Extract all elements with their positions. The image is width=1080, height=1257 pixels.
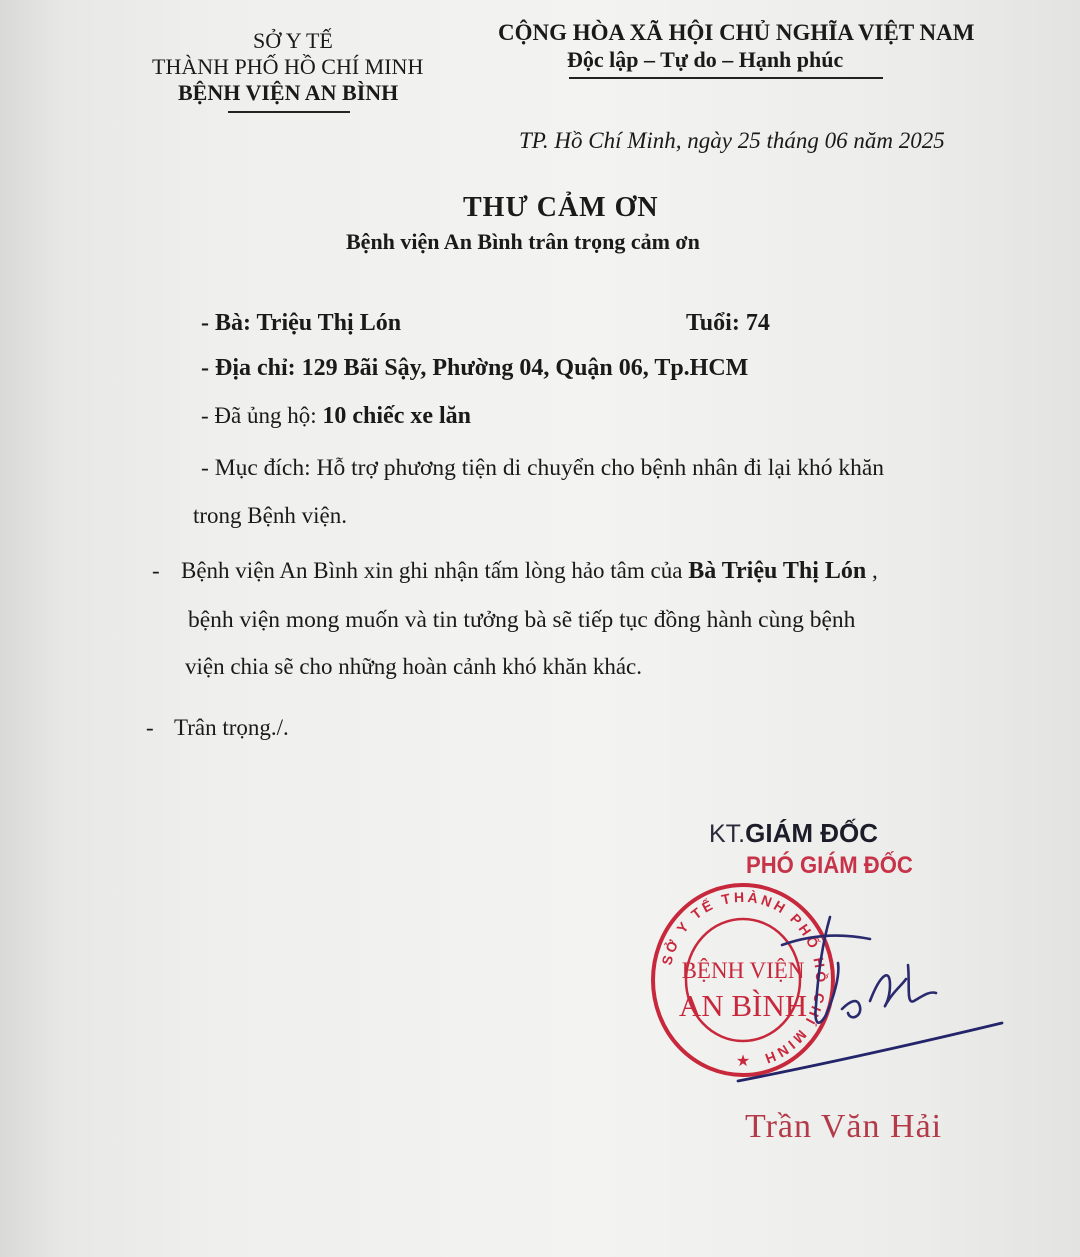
donor-age: Tuổi: 74 <box>686 310 770 336</box>
stamp-center-line-2: AN BÌNH <box>678 988 808 1023</box>
ministry-name: SỞ Y TẾ <box>253 28 333 53</box>
national-motto: Độc lập – Tự do – Hạnh phúc <box>567 47 844 72</box>
city-name: THÀNH PHỐ HỒ CHÍ MINH <box>152 54 424 79</box>
signature-stroke <box>735 1023 1002 1081</box>
ack-line-3: viện chia sẽ cho những hoàn cảnh khó khăn khác. <box>185 654 642 679</box>
purpose-line-2: trong Bệnh viện. <box>193 503 347 528</box>
donation-label: - Đã ủng hộ: <box>201 403 323 428</box>
closing-bullet: - <box>146 715 154 740</box>
ack-line-1-suffix: , <box>866 558 878 583</box>
handwritten-signature <box>730 905 1010 1085</box>
page-title: THƯ CẢM ƠN <box>463 192 659 223</box>
motto-underline <box>569 77 883 79</box>
kt-prefix: KT. <box>709 820 746 848</box>
donor-address: - Địa chỉ: 129 Bãi Sậy, Phường 04, Quận 06, Tp.HCM <box>201 355 749 381</box>
signature-title-line <box>709 818 878 849</box>
page-subtitle: Bệnh viện An Bình trân trọng cảm ơn <box>346 229 700 254</box>
date-line: TP. Hồ Chí Minh, ngày 25 tháng 06 năm 2025 <box>519 128 945 153</box>
ack-line-1-text: Bệnh viện An Bình xin ghi nhận tấm lòng hảo tâm của <box>181 558 689 583</box>
donation-line <box>201 403 471 430</box>
donation-value: 10 chiếc xe lăn <box>322 403 472 429</box>
signature-scribble <box>782 917 936 1023</box>
hospital-name-underline <box>228 111 350 113</box>
donor-name: - Bà: Triệu Thị Lón <box>201 310 402 336</box>
ack-line-2: bệnh viện mong muốn và tin tưởng bà sẽ tiếp tục đồng hành cùng bệnh <box>188 607 856 633</box>
director-title: GIÁM ĐỐC <box>745 818 879 848</box>
purpose-line-1: - Mục đích: Hỗ trợ phương tiện di chuyển cho bệnh nhân đi lại khó khăn <box>201 455 885 481</box>
stamp-star-icon: ★ <box>735 1051 751 1070</box>
ack-bullet: - <box>152 558 160 583</box>
closing-text: Trân trọng./. <box>174 715 289 740</box>
stamp-ring-textpath: SỞ Y TẾ THÀNH PHỐ HỒ CHÍ MINH <box>658 888 830 1068</box>
national-title: CỘNG HÒA XÃ HỘI CHỦ NGHĨA VIỆT NAM <box>498 20 975 45</box>
signer-name: Trần Văn Hải <box>745 1108 943 1145</box>
ack-line-1 <box>181 558 878 585</box>
deputy-director-title: PHÓ GIÁM ĐỐC <box>746 852 913 879</box>
ack-donor-name: Bà Triệu Thị Lón <box>688 558 867 584</box>
stamp-center-line-1: BỆNH VIỆN <box>681 958 805 983</box>
hospital-name: BỆNH VIỆN AN BÌNH <box>178 80 399 105</box>
